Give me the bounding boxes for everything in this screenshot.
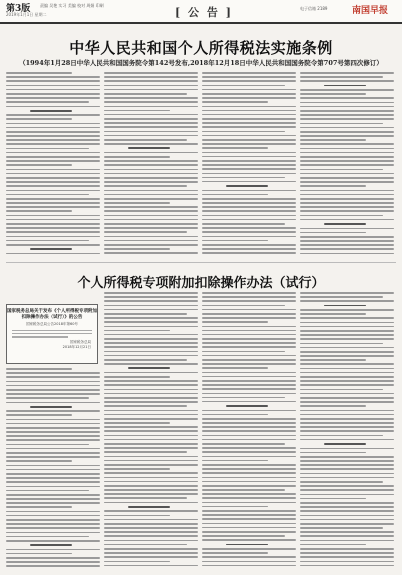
editor-email: 电子信箱 2189 (300, 6, 328, 11)
notice-title: 国家税务总局关于发布《个人所得税专项附加扣除操作办法（试行）》的公告 (7, 309, 97, 320)
text-column (104, 292, 198, 569)
notice-doc-number: 国家税务总局公告2018年第60号 (26, 322, 78, 326)
notice-box (6, 304, 98, 364)
masthead (0, 0, 402, 24)
newspaper-logo: 南国早报 (352, 6, 389, 16)
notice-signatory: 国家税务总局 (70, 339, 91, 344)
section-label: [ 公 告 ] (175, 6, 233, 19)
text-column (6, 368, 100, 570)
measures-title: 个人所得税专项附加扣除操作办法（试行） (77, 276, 325, 291)
issue-date: 2019年1月1日 星期二 (6, 12, 47, 17)
notice-date: 2018年12月21日 (62, 344, 91, 349)
text-column (300, 72, 394, 257)
law-title: 中华人民共和国个人所得税法实施条例 (69, 39, 333, 57)
page-number: 第3版 (6, 4, 31, 14)
text-column (202, 72, 296, 257)
text-column (6, 72, 100, 257)
section-divider (6, 262, 396, 263)
law-subtitle: （1994年1月28日中华人民共和国国务院令第142号发布,2018年12月18日中华人民共和国国务院令第707号第四次修订） (19, 59, 383, 67)
text-column (300, 292, 394, 569)
editor-credits: 责编 吴艳 实习 美编 校对 周娟 印刷 (40, 3, 104, 8)
text-column (104, 72, 198, 257)
text-column (202, 292, 296, 569)
